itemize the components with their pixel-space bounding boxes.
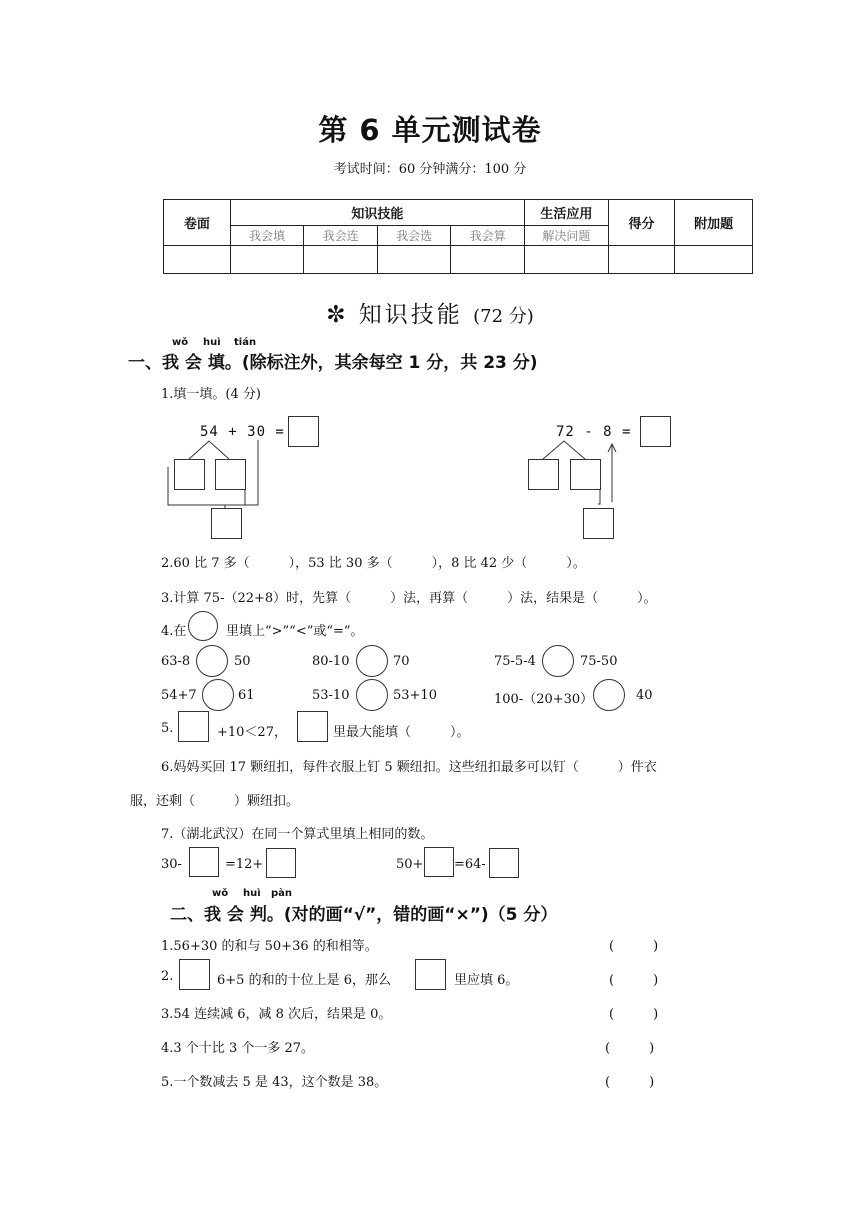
compare-circle[interactable]	[542, 645, 574, 677]
compare-right: 61	[238, 688, 255, 703]
sub-solve: 解决问题	[525, 226, 609, 246]
compare-circle[interactable]	[196, 645, 228, 677]
judge-question-2-mid: 6+5 的和的十位上是 6，那么	[217, 973, 391, 988]
answer-box[interactable]	[489, 848, 519, 878]
question-5-text: 里最大能填（ ）。	[333, 725, 470, 740]
compare-left: 54+7	[161, 688, 197, 703]
pinyin-hui: huì	[243, 888, 261, 899]
compare-left: 53-10	[312, 688, 350, 703]
exam-info: 考试时间：60 分钟满分：100 分	[333, 162, 527, 177]
answer-box[interactable]	[179, 959, 210, 990]
pinyin-wo: wǒ	[172, 337, 189, 348]
col-bonus: 附加题	[675, 200, 753, 246]
compare-left: 100-（20+30）	[494, 692, 594, 707]
answer-box[interactable]	[288, 416, 319, 447]
section-points: (72 分)	[473, 306, 534, 327]
judge-question-2-text: 里应填 6。	[454, 973, 519, 988]
pinyin-wo: wǒ	[212, 888, 229, 899]
judge-answer-paren[interactable]: ( )	[605, 1041, 655, 1056]
compare-circle[interactable]	[188, 611, 218, 641]
part1-chars: 我 会 填	[162, 353, 225, 373]
part2-heading	[170, 900, 557, 925]
compare-right: 50	[234, 654, 251, 669]
part1-rest: 。(除标注外，其余每空 1 分，共 23 分)	[224, 353, 538, 373]
pinyin-pan: pàn	[271, 888, 293, 899]
pinyin-hui: huì	[203, 337, 221, 348]
answer-box[interactable]	[415, 959, 446, 990]
compare-right: 40	[636, 688, 653, 703]
compare-right: 53+10	[393, 688, 437, 703]
answer-box[interactable]	[570, 459, 601, 490]
question-1: 1.填一填。(4 分)	[161, 387, 261, 402]
judge-question-3: 3.54 连续减 6，减 8 次后，结果是 0。	[161, 1007, 392, 1022]
answer-box[interactable]	[211, 508, 242, 539]
col-paper: 卷面	[164, 200, 231, 246]
group-knowledge: 知识技能	[230, 200, 524, 226]
answer-box[interactable]	[174, 459, 205, 490]
col-score: 得分	[608, 200, 675, 246]
part2-rest: 。(对的画“√”，错的画“×”)（5 分）	[266, 905, 558, 925]
compare-circle[interactable]	[356, 645, 388, 677]
question-4-text: 里填上“>”“<”或“=”。	[226, 624, 364, 639]
part2-chars: 我 会 判	[204, 905, 267, 925]
q7-a-mid: =12+	[225, 857, 264, 872]
question-7: 7.（湖北武汉）在同一个算式里填上相同的数。	[161, 827, 434, 842]
group-life: 生活应用	[525, 200, 609, 226]
compare-circle[interactable]	[356, 679, 388, 711]
pinyin-tian: tián	[234, 337, 257, 348]
answer-box[interactable]	[266, 848, 296, 878]
compare-right: 75-50	[580, 654, 618, 669]
judge-answer-paren[interactable]: ( )	[609, 1007, 659, 1022]
q7-b-mid: =64-	[454, 857, 486, 872]
diagram-right-equation: 72 - 8 =	[556, 424, 632, 440]
part1-prefix: 一、	[128, 353, 162, 373]
question-4-prefix: 4.在	[161, 624, 187, 639]
question-3: 3.计算 75-（22+8）时，先算（ ）法，再算（ ）法，结果是（ ）。	[161, 591, 657, 606]
q7-b-left: 50+	[396, 857, 424, 872]
part2-prefix: 二、	[170, 905, 204, 925]
judge-question-5: 5.一个数减去 5 是 43，这个数是 38。	[161, 1075, 388, 1090]
answer-box[interactable]	[640, 416, 671, 447]
question-6-line1: 6.妈妈买回 17 颗纽扣，每件衣服上钉 5 颗纽扣。这些纽扣最多可以钉（ ）件衣	[161, 760, 657, 775]
compare-circle[interactable]	[593, 679, 625, 711]
compare-left: 80-10	[312, 654, 350, 669]
answer-box[interactable]	[424, 847, 454, 877]
sub-connect: 我会连	[304, 226, 378, 246]
answer-box[interactable]	[189, 847, 219, 877]
section-label: 知识技能	[358, 302, 463, 328]
answer-box[interactable]	[297, 711, 328, 742]
sub-choose: 我会选	[377, 226, 451, 246]
judge-answer-paren[interactable]: ( )	[609, 939, 659, 954]
judge-question-2-prefix: 2.	[161, 969, 174, 984]
question-6-line2: 服，还剩（ ）颗纽扣。	[130, 794, 300, 809]
flower-icon: ✼	[326, 302, 349, 328]
answer-box[interactable]	[528, 459, 559, 490]
judge-question-1: 1.56+30 的和与 50+36 的和相等。	[161, 939, 378, 954]
diagram-left-equation: 54 + 30 =	[200, 424, 285, 440]
sub-calc: 我会算	[451, 226, 525, 246]
compare-circle[interactable]	[202, 679, 234, 711]
sub-fill: 我会填	[230, 226, 304, 246]
answer-box[interactable]	[215, 459, 246, 490]
answer-box[interactable]	[583, 508, 614, 539]
answer-box[interactable]	[178, 711, 209, 742]
judge-answer-paren[interactable]: ( )	[605, 1075, 655, 1090]
question-5-mid: +10＜27，	[217, 725, 287, 740]
compare-right: 70	[393, 654, 410, 669]
page-title: 第 6 单元测试卷	[318, 113, 542, 147]
question-2: 2.60 比 7 多（ ），53 比 30 多（ ），8 比 42 少（ ）。	[161, 556, 586, 571]
q7-a-left: 30-	[161, 857, 182, 872]
compare-left: 63-8	[161, 654, 191, 669]
question-5-prefix: 5.	[161, 721, 174, 736]
judge-answer-paren[interactable]: ( )	[609, 973, 659, 988]
compare-left: 75-5-4	[494, 654, 536, 669]
judge-question-4: 4.3 个十比 3 个一多 27。	[161, 1041, 315, 1056]
